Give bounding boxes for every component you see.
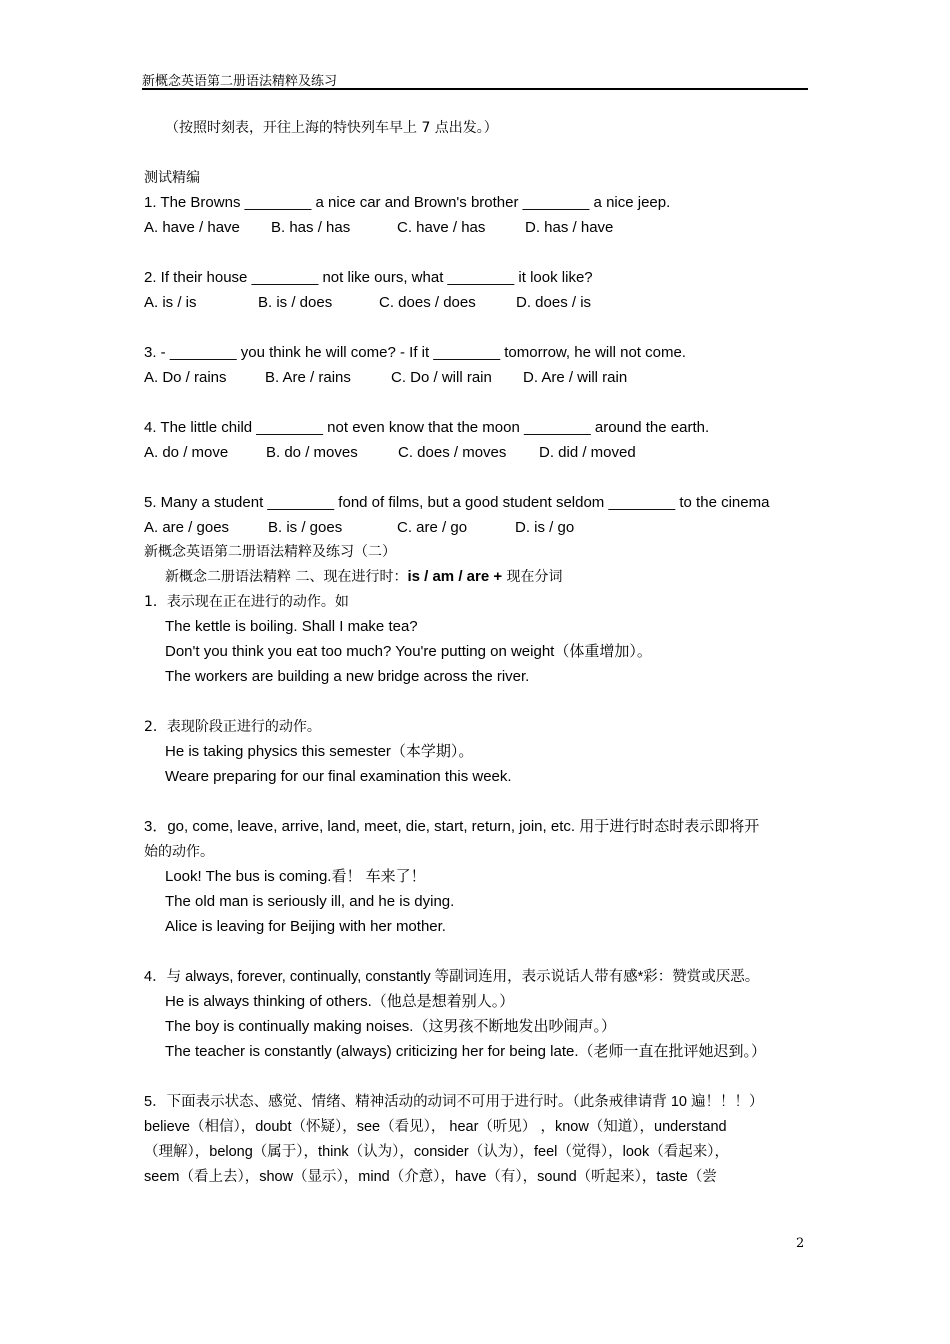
option: B. Are / rains	[265, 369, 351, 386]
option: D. Are / will rain	[523, 369, 628, 386]
subtitle-formula: is / am / are +	[407, 568, 503, 585]
question-stem: 3. - ________ you think he will come? - If it ________ tomorrow, he will not come.	[144, 344, 686, 361]
section-subtitle	[165, 567, 563, 587]
subtitle-prefix: 新概念二册语法精粹 二、现在进行时：	[165, 569, 408, 585]
example-sentence: Weare preparing for our final examination this week.	[165, 768, 512, 785]
question-options	[144, 443, 636, 463]
option: C. does / does	[379, 294, 476, 311]
example-sentence: The boy is continually making noises.（这男孩不断地发出吵闹声。）	[165, 1018, 616, 1035]
option: C. are / go	[397, 519, 468, 536]
verb-list-line: seem（看上去），show（显示），mind（介意），have（有），sound（听起来），taste（尝	[144, 1169, 717, 1185]
example-sentence: The workers are building a new bridge across the river.	[165, 668, 530, 685]
example-sentence: Alice is leaving for Beijing with her mother.	[165, 918, 446, 935]
option: A. do / move	[144, 444, 229, 461]
option: C. have / has	[397, 219, 486, 236]
option: D. has / have	[525, 219, 614, 236]
question-stem: 2. If their house ________ not like ours, what ________ it look like?	[144, 269, 593, 286]
example-sentence: He is always thinking of others.（他总是想着别人。）	[165, 993, 515, 1010]
point-heading: 4．与 always, forever, continually, constantly 等副词连用，表示说话人带有感*彩：赞赏或厌恶。	[144, 969, 760, 985]
point-heading: 2．表现阶段正进行的动作。	[144, 719, 321, 735]
option: B. is / goes	[268, 519, 343, 536]
subtitle-suffix: 现在分词	[502, 569, 563, 585]
question-options	[144, 518, 574, 538]
option: B. do / moves	[266, 444, 358, 461]
point-heading: 5．下面表示状态、感觉、情绪、精神活动的动词不可用于进行时。（此条戒律请背 10 遍！！！）	[144, 1094, 764, 1110]
section-title: 新概念英语第二册语法精粹及练习（二）	[144, 544, 396, 560]
question-options	[144, 368, 627, 388]
verb-list-line: believe（相信），doubt（怀疑），see（看见）， hear（听见） ，know（知道），understand	[144, 1119, 727, 1135]
option: C. Do / will rain	[391, 369, 492, 386]
example-sentence: The teacher is constantly (always) criticizing her for being late.（老师一直在批评她迟到。）	[165, 1043, 767, 1060]
verb-list-line: （理解），belong（属于），think（认为），consider（认为），feel（觉得），look（看起来），	[144, 1144, 729, 1160]
option: A. is / is	[144, 294, 197, 311]
option: B. has / has	[271, 219, 351, 236]
question-options	[144, 218, 613, 238]
example-sentence: Don't you think you eat too much? You're putting on weight（体重增加）。	[165, 643, 652, 660]
option: C. does / moves	[398, 444, 507, 461]
option: D. is / go	[515, 519, 575, 536]
option: B. is / does	[258, 294, 333, 311]
option: D. does / is	[516, 294, 592, 311]
example-sentence: Look! The bus is coming.看！ 车来了！	[165, 868, 426, 885]
example-sentence: The kettle is boiling. Shall I make tea?	[165, 618, 418, 635]
example-sentence: He is taking physics this semester（本学期）。	[165, 743, 474, 760]
question-options	[144, 293, 591, 313]
top-note: （按照时刻表，开往上海的特快列车早上 7 点出发。）	[165, 120, 498, 136]
question-stem: 4. The little child ________ not even know that the moon ________ around the earth.	[144, 419, 710, 436]
quiz-heading: 测试精编	[144, 170, 200, 186]
point-heading: 3．go, come, leave, arrive, land, meet, die, start, return, join, etc. 用于进行时态时表示即将开	[144, 818, 760, 835]
page-number: 2	[796, 1236, 805, 1251]
question-stem: 1. The Browns ________ a nice car and Brown's brother ________ a nice jeep.	[144, 194, 671, 211]
page-header: 新概念英语第二册语法精粹及练习	[142, 74, 338, 89]
option: D. did / moved	[539, 444, 636, 461]
option: A. have / have	[144, 219, 240, 236]
option: A. Do / rains	[144, 369, 227, 386]
option: A. are / goes	[144, 519, 230, 536]
point-heading-continued: 始的动作。	[144, 844, 214, 860]
header-rule	[142, 88, 808, 90]
question-stem: 5. Many a student ________ fond of films, but a good student seldom ________ to the cinema	[144, 494, 770, 511]
example-sentence: The old man is seriously ill, and he is dying.	[165, 893, 455, 910]
point-heading: 1．表示现在正在进行的动作。如	[144, 594, 349, 610]
